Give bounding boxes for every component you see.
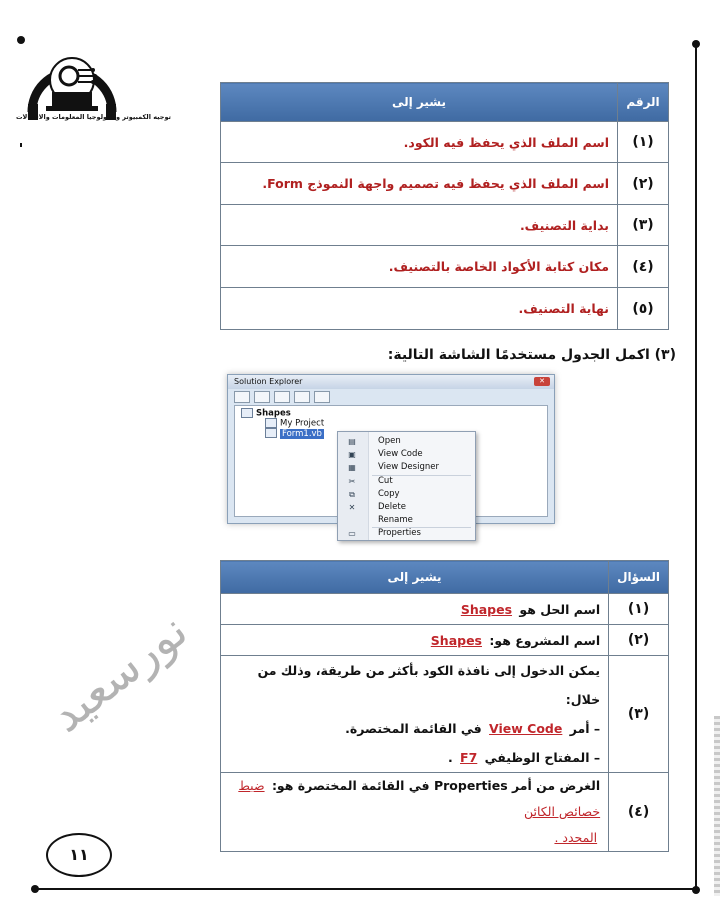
project-name-label: اسم المشروع هو: (489, 632, 601, 648)
row-text: اسم الملف الذي يحفظ فيه تصميم واجهة النموذج Form. (221, 163, 618, 205)
table-row (221, 288, 669, 330)
question-3-title: (٣) اكمل الجدول مستخدمًا الشاشة التالية: (387, 347, 676, 363)
menu-item-delete[interactable] (338, 501, 475, 514)
page-edge-shadow (714, 716, 720, 896)
row-number: (٢) (618, 163, 669, 205)
answers-table (220, 560, 669, 852)
code-window-option-2 (229, 743, 600, 772)
option-prefix: – أمر (569, 721, 601, 736)
logo-caption: توجيه الكمبيوتر وتكنولوجيا المعلومات والاتصالات (16, 113, 171, 121)
row-number: (٢) (609, 625, 669, 656)
row-number: (٥) (618, 288, 669, 330)
bottom-left-dot (31, 885, 39, 893)
designer-icon: ▦ (348, 463, 356, 472)
view-code-answer: View Code (489, 721, 563, 736)
option-prefix: – المفتاح الوظيفي (484, 750, 601, 765)
table-row (221, 205, 669, 246)
menu-label: Open (378, 436, 401, 446)
row-number: (٤) (618, 246, 669, 288)
right-border-line (695, 44, 697, 890)
menu-label: View Designer (378, 462, 439, 472)
tree-item-form1[interactable] (265, 428, 324, 439)
tree-label: Form1.vb (282, 428, 322, 439)
menu-label: Cut (378, 476, 393, 486)
menu-label: View Code (378, 449, 423, 459)
option-suffix: . (447, 750, 453, 765)
scissors-icon: ✂ (348, 477, 356, 486)
header-refers-to: يشير إلى (221, 561, 609, 594)
row-text: نهاية التصنيف. (221, 288, 618, 330)
close-icon[interactable]: ✕ (534, 377, 550, 386)
rename-icon (346, 516, 358, 525)
row-text: اسم الملف الذي يحفظ فيه الكود. (221, 122, 618, 163)
row-number: (٣) (609, 656, 669, 773)
table-row (221, 163, 669, 205)
project-name-answer: Shapes (430, 632, 482, 648)
row-number: (١) (609, 594, 669, 625)
folder-icon (265, 418, 277, 428)
tree-item-shapes[interactable] (241, 408, 291, 419)
solution-explorer-toolbar (234, 391, 330, 403)
menu-label: Rename (378, 515, 413, 525)
bottom-border-line (34, 888, 696, 890)
row-text: مكان كتابة الأكواد الخاصة بالتصنيف. (221, 246, 618, 288)
table-row (221, 656, 669, 773)
properties-icon[interactable] (234, 391, 250, 403)
properties-icon: ▭ (348, 529, 356, 538)
code-window-option-1 (229, 714, 600, 743)
menu-item-open[interactable] (338, 435, 475, 448)
page-number: ١١ (46, 833, 112, 877)
properties-purpose-label: الغرض من أمر Properties في القائمة المختصرة هو: (271, 778, 601, 793)
row-text (221, 625, 609, 656)
table-row (221, 625, 669, 656)
context-menu (337, 431, 476, 541)
properties-purpose-answer-2: المحدد . (554, 830, 598, 845)
menu-item-view-code[interactable] (338, 448, 475, 461)
table-row (221, 122, 669, 163)
references-table (220, 82, 669, 330)
header-refers-to: يشير إلى (221, 83, 618, 122)
menu-item-properties[interactable] (338, 527, 475, 540)
tree-item-my-project[interactable] (265, 418, 324, 429)
code-window-intro: يمكن الدخول إلى نافذة الكود بأكثر من طريقة، وذلك من خلال: (257, 663, 601, 707)
menu-label: Properties (378, 528, 421, 538)
menu-item-copy[interactable] (338, 488, 475, 501)
form-icon (265, 428, 277, 438)
menu-label: Delete (378, 502, 406, 512)
view-code-icon[interactable] (294, 391, 310, 403)
table-row (221, 246, 669, 288)
show-all-files-icon[interactable] (254, 391, 270, 403)
row-number: (٤) (609, 773, 669, 852)
menu-item-rename[interactable] (338, 514, 475, 527)
table-header-row (221, 561, 669, 594)
header-number: الرقم (618, 83, 669, 122)
header-question: السؤال (609, 561, 669, 594)
project-icon (241, 408, 253, 418)
menu-item-view-designer[interactable] (338, 461, 475, 474)
tree-label: Shapes (256, 408, 291, 419)
table-row (221, 594, 669, 625)
table-row (221, 773, 669, 852)
delete-icon: ✕ (348, 503, 356, 512)
refresh-icon[interactable] (274, 391, 290, 403)
row-number: (١) (618, 122, 669, 163)
properties-purpose-answer-1: ضبط خصائص الكائن (238, 778, 601, 819)
row-text: بداية التصنيف. (221, 205, 618, 246)
menu-item-cut[interactable] (338, 475, 475, 488)
author-signature-watermark: نورسعيد (40, 603, 198, 743)
top-right-dot (692, 40, 700, 48)
row-text (221, 773, 609, 852)
view-designer-icon[interactable] (314, 391, 330, 403)
tree-label: My Project (280, 418, 325, 429)
row-text (221, 656, 609, 773)
f7-answer: F7 (460, 750, 478, 765)
solution-name-answer: Shapes (460, 601, 513, 617)
solution-explorer-title: Solution Explorer (228, 375, 554, 389)
row-text (221, 594, 609, 625)
left-small-line (20, 143, 22, 147)
copy-icon: ⧉ (349, 490, 355, 499)
menu-label: Copy (378, 489, 400, 499)
code-icon: ▣ (348, 450, 356, 459)
option-suffix: في القائمة المختصرة. (345, 721, 482, 736)
solution-name-label: اسم الحل هو (519, 601, 601, 617)
open-icon: ▤ (348, 437, 356, 446)
row-number: (٣) (618, 205, 669, 246)
table-header-row (221, 83, 669, 122)
